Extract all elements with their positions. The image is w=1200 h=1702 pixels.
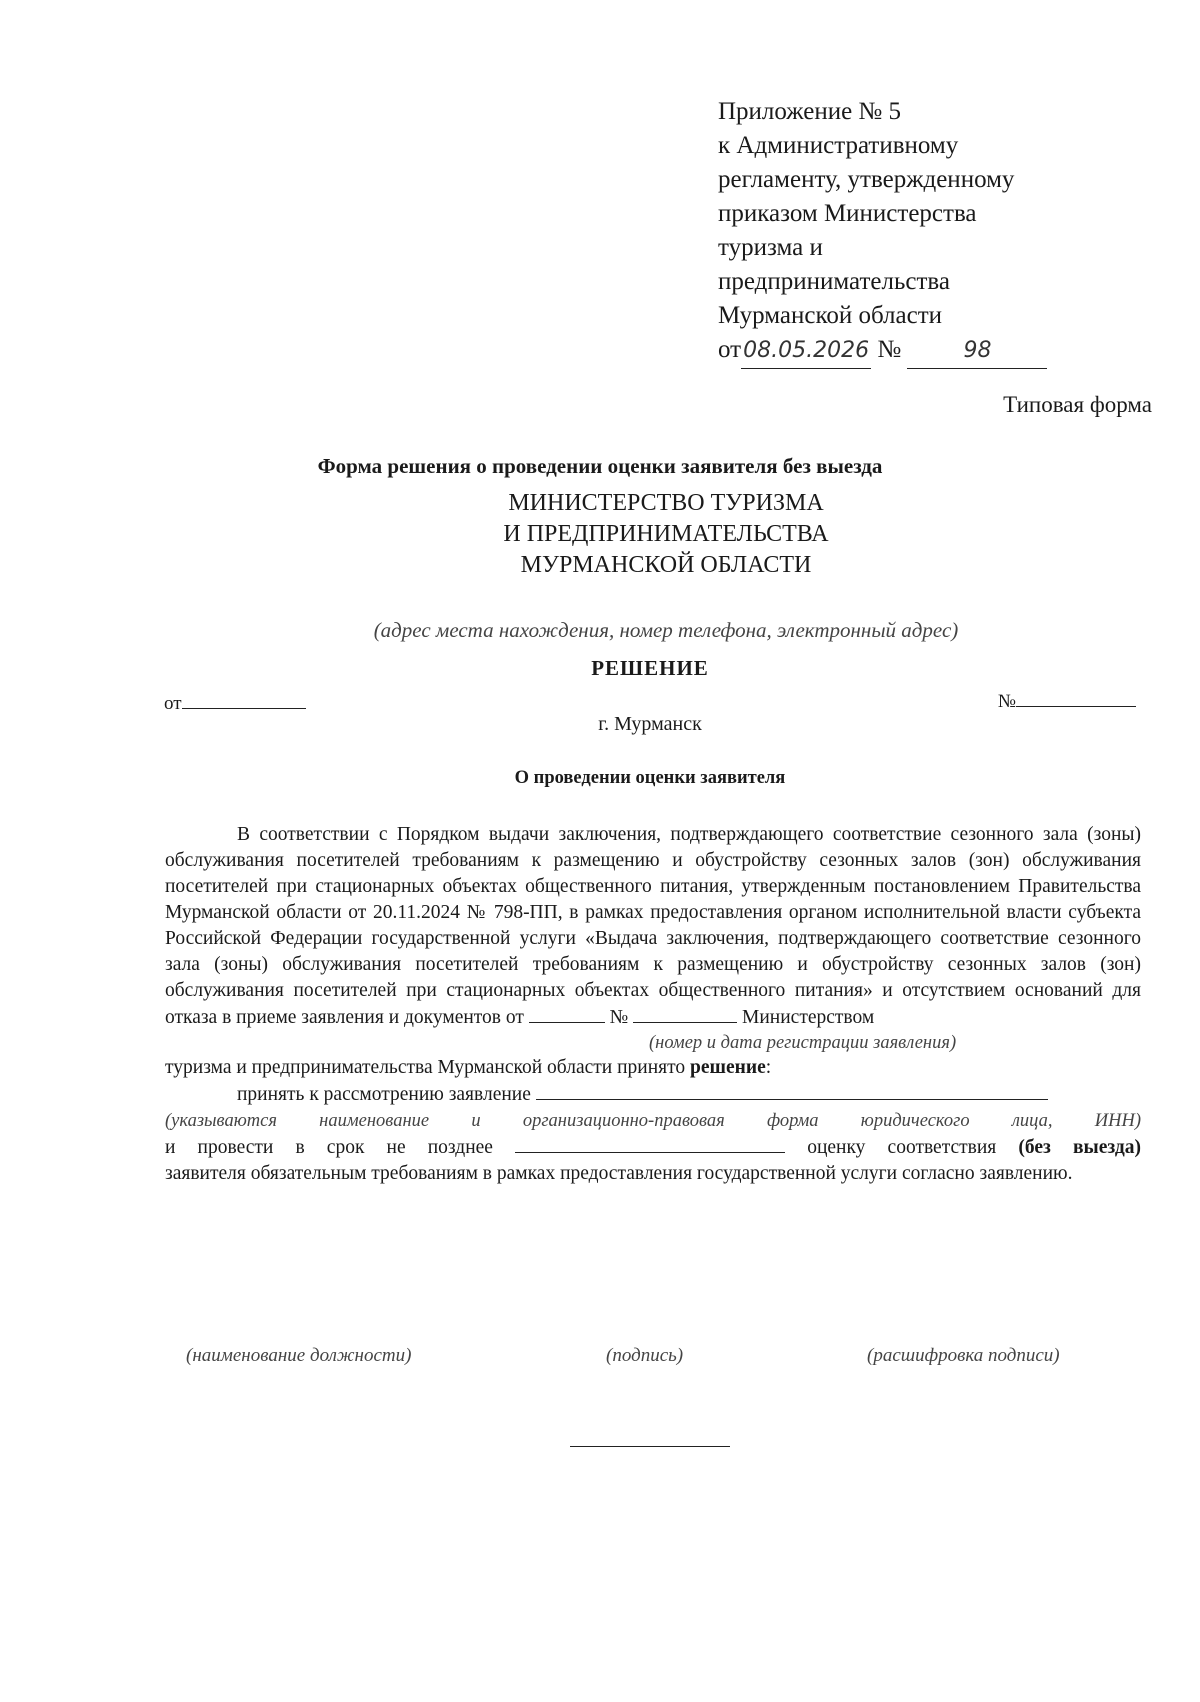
decision-date-label: от [164, 693, 182, 714]
body-para-1 [165, 822, 1141, 1031]
decoding-hint: (расшифровка подписи) [867, 1345, 1060, 1366]
appendix-line-2: к Административному [718, 132, 959, 159]
decision-number-blank [1016, 688, 1136, 707]
appendix-date-prefix: от [718, 336, 742, 363]
conduct-start: и провести в срок не позднее [165, 1137, 493, 1158]
appendix-line-4: приказом Министерства [718, 200, 977, 227]
body-para-1-end: Министерством [742, 1007, 875, 1028]
decision-date-blank [182, 690, 306, 709]
accept-text: принять к рассмотрению заявление [237, 1084, 531, 1105]
form-title: Форма решения о проведении оценки заявителя без выезда [317, 454, 883, 478]
registration-hint: (номер и дата регистрации заявления) [649, 1033, 957, 1053]
bottom-divider [570, 1446, 730, 1447]
appendix-date-value: 08.05.2026 [741, 334, 871, 369]
body-para-1-text: В соответствии с Порядком выдачи заключения, подтверждающего соответствие сезонного зала (зоны) обслуживания посетителей требованиям к размещению и обустройству сезонных залов (зон) обслуживания посетителей при стационарных объектах общественного питания, утвержденным постановлением Правительства Мурманской области от 20.11.2024 № 798-ПП, в рамках предоставления органом исполнительной власти субъекта Российской Федерации государственной услуги «Выдача заключения, подтверждающего соответствие сезонного зала (зоны) обслуживания посетителей требованиям к размещению и обустройству сезонных залов (зон) обслуживания посетителей при стационарных объектах общественного питания» и отсутствием оснований для отказа в приеме заявления и документов от [165, 824, 1141, 1028]
body-para-2-text: туризма и предпринимательства Мурманской области принято [165, 1057, 686, 1078]
application-date-blank [529, 1004, 605, 1023]
appendix-line-5: туризма и [718, 234, 823, 261]
appendix-line-6: предпринимательства [718, 268, 950, 295]
deadline-blank [515, 1134, 785, 1153]
body-paragraph [165, 822, 1141, 1187]
ministry-line-1: МИНИСТЕРСТВО ТУРИЗМА [508, 490, 824, 516]
colon: : [765, 1057, 772, 1078]
no-visit: (без выезда) [1018, 1137, 1141, 1158]
signature-hint: (подпись) [606, 1345, 684, 1366]
conduct-mid: оценку соответствия [807, 1137, 997, 1158]
decision-heading: РЕШЕНИЕ [591, 656, 709, 680]
appendix-number-label: № [877, 336, 902, 363]
appendix-number-value: 98 [907, 334, 1047, 369]
form-type-label: Типовая форма [1003, 392, 1152, 417]
decision-word: решение [690, 1057, 766, 1078]
address-hint: (адрес места нахождения, номер телефона, электронный адрес) [373, 618, 959, 642]
appendix-block [718, 95, 1047, 369]
position-hint: (наименование должности) [186, 1345, 412, 1366]
decision-number [998, 688, 1136, 713]
ministry-line-2: И ПРЕДПРИНИМАТЕЛЬСТВА [503, 521, 829, 547]
org-hint: (указываются наименование и организационно-правовая форма юридического лица, ИНН) [165, 1111, 1141, 1131]
conduct-line [165, 1134, 1141, 1161]
application-number-label: № [609, 1007, 629, 1028]
appendix-line-3: регламенту, утвержденному [718, 166, 1015, 193]
ministry-name [0, 488, 1200, 581]
applicant-blank [536, 1081, 1048, 1100]
decision-subject: О проведении оценки заявителя [514, 768, 786, 788]
body-para-2 [165, 1055, 1141, 1081]
appendix-line-7: Мурманской области [718, 302, 943, 329]
decision-date [164, 690, 306, 715]
conduct-end: заявителя обязательным требованиям в рамках предоставления государственной услуги согласно заявлению. [165, 1163, 1073, 1184]
accept-line [165, 1081, 1141, 1108]
decision-number-label: № [997, 691, 1016, 712]
appendix-line-1: Приложение № 5 [718, 98, 902, 125]
application-number-blank [633, 1004, 737, 1023]
ministry-line-3: МУРМАНСКОЙ ОБЛАСТИ [520, 552, 812, 578]
city: г. Мурманск [598, 713, 702, 735]
appendix-date-line [718, 333, 1047, 369]
